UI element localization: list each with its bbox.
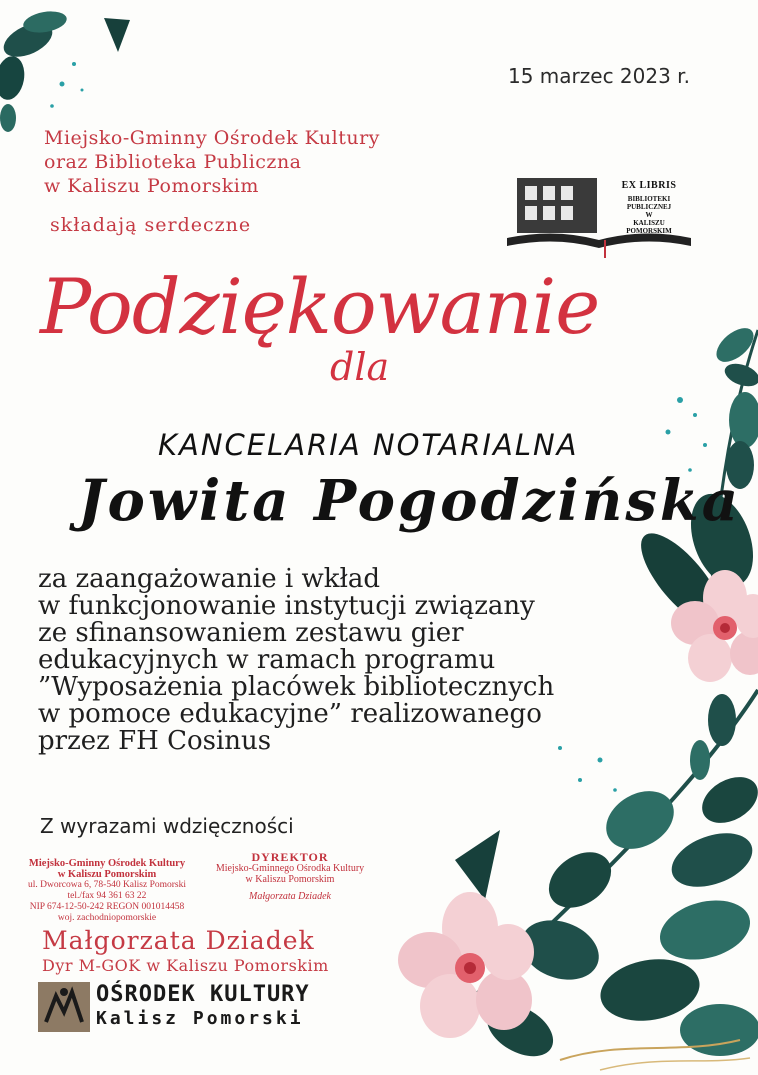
stamp-line: tel./fax 94 361 63 22 <box>67 891 147 901</box>
body-line: w pomoce edukacyjne” realizowanego <box>38 699 542 729</box>
logo-line: Kalisz Pomorski <box>96 1008 304 1029</box>
recipient-name: Jowita Pogodzińska <box>78 468 741 534</box>
ex-libris-line: KALISZU <box>633 219 665 227</box>
signer-name: Małgorzata Dziadek <box>42 926 315 955</box>
stamp-line: ul. Dworcowa 6, 78-540 Kalisz Pomorski <box>27 880 187 890</box>
ex-libris-line: POMORSKIM <box>626 227 672 235</box>
body-line: za zaangażowanie i wkład <box>38 564 381 594</box>
signer-role: Dyr M-GOK w Kaliszu Pomorskim <box>42 956 329 975</box>
recipient-firm: KANCELARIA NOTARIALNA <box>158 428 579 462</box>
top-left-leaves <box>0 8 130 132</box>
body-line: ze sfinansowaniem zestawu gier <box>38 618 464 648</box>
logo-mark-icon <box>38 982 90 1032</box>
organization-name <box>44 126 380 198</box>
body-line: przez FH Cosinus <box>38 726 272 756</box>
regards: Z wyrazami wdzięczności <box>40 814 294 838</box>
institution-stamp <box>12 858 202 924</box>
director-stamp <box>210 852 370 902</box>
body-line: w funkcjonowanie instytucji związany <box>38 591 535 621</box>
organization-line: oraz Biblioteka Publiczna <box>44 151 302 173</box>
ex-libris-stamp <box>505 170 693 260</box>
stamp-title: DYREKTOR <box>251 850 329 864</box>
ex-libris-line: BIBLIOTEKI <box>627 195 671 203</box>
ex-libris-line: PUBLICZNEJ <box>626 203 672 211</box>
stamp-line: NIP 674-12-50-242 REGON 001014458 <box>29 902 185 912</box>
pink-flower-bottom <box>398 892 534 1038</box>
organization-line: w Kaliszu Pomorskim <box>44 175 259 197</box>
organization-line: Miejsko-Gminny Ośrodek Kultury <box>44 127 380 149</box>
ex-libris-label <box>605 180 693 235</box>
body-line: edukacyjnych w ramach programu <box>38 645 496 675</box>
date: 15 marzec 2023 r. <box>508 64 690 88</box>
stamp-line: w Kaliszu Pomorskim <box>245 874 335 885</box>
body-line: ”Wyposażenia placówek bibliotecznych <box>38 672 555 702</box>
intro-text: składają serdeczne <box>50 214 252 236</box>
ex-libris-line: W <box>645 211 653 219</box>
stamp-signature: Małgorzata Dziadek <box>249 891 331 902</box>
stamp-line: w Kaliszu Pomorskim <box>57 869 157 880</box>
ex-libris-title: EX LIBRIS <box>621 180 677 191</box>
certificate-title: Podziękowanie <box>40 262 600 351</box>
cultural-center-logo <box>38 982 373 1032</box>
stamp-line: Miejsko-Gminny Ośrodek Kultury <box>28 858 186 869</box>
stamp-line: woj. zachodniopomorskie <box>57 913 157 923</box>
body-text <box>38 566 718 755</box>
logo-line: OŚRODEK KULTURY <box>96 982 310 1007</box>
stamp-line: Miejsko-Gminnego Ośrodka Kultury <box>215 863 365 874</box>
title-sub: dla <box>330 345 390 389</box>
